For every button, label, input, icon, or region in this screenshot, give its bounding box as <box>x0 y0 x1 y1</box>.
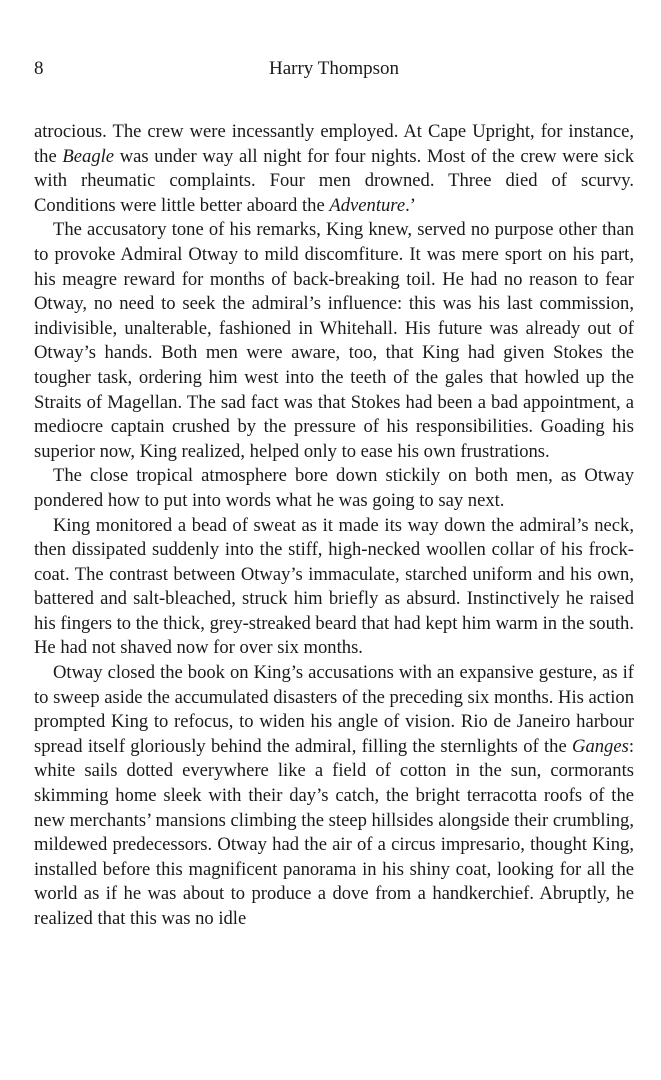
paragraph <box>34 120 634 218</box>
text-run: atrocious. The crew were incessantly employed. At Cape Upright, for instance, the <box>34 121 634 167</box>
paragraph <box>34 661 634 932</box>
italic-ship-name: Adventure <box>329 194 406 216</box>
text-run: The accusatory tone of his remarks, King knew, served no purpose other than to provoke Admiral Otway to mild discomfiture. It was mere sport on his part, his meagre reward for months of back-breaking toil. He had no reason to fear Otway, no need to seek the admiral’s influence: this was his last commission, indivisible, unalterable, fashioned in Whitehall. His future was already out of Otway’s hands. Both men were aware, too, that King had given Stokes the tougher task, ordering him west into the teeth of the gales that howled up the Straits of Magellan. The sad fact was that Stokes had been a bad appointment, a mediocre captain crushed by the pressure of his responsibilities. Goading his superior now, King realized, helped only to ease his own frustrations. <box>34 219 634 462</box>
text-run: : white sails dotted everywhere like a field of cotton in the sun, cormorants skimming home sleek with their day’s catch, the bright terracotta roofs of the new merchants’ mansions climbing the steep hillsides alongside their crumbling, mildewed predecessors. Otway had the air of a circus impresario, thought King, installed before this magnificent panorama in his shiny coat, looking for all the world as if he was about to produce a dove from a handkerchief. Abruptly, he realized that this was no idle <box>34 735 634 929</box>
page-number: 8 <box>34 58 44 79</box>
text-run: Otway closed the book on King’s accusations with an expansive gesture, as if to sweep aside the accumulated disasters of the preceding six months. His action prompted King to refocus, to widen his angle of vision. Rio de Janeiro harbour spread itself gloriously behind the admiral, filling the sternlights of the <box>34 662 634 757</box>
body-text <box>34 120 634 932</box>
text-run: was under way all night for four nights. Most of the crew were sick with rheumatic complaints. Four men drowned. Three died of scurvy. Conditions were little better aboard the <box>34 145 634 216</box>
running-header <box>34 58 634 84</box>
text-run: The close tropical atmosphere bore down stickily on both men, as Otway pondered how to put into words what he was going to say next. <box>34 465 634 511</box>
text-run: King monitored a bead of sweat as it made its way down the admiral’s neck, then dissipated suddenly into the stiff, high-necked woollen collar of his frock-coat. The contrast between Otway’s immaculate, starched uniform and his own, battered and salt-bleached, struck him briefly as absurd. Instinctively he raised his fingers to the thick, grey-streaked beard that had kept him warm in the south. He had not shaved now for over six months. <box>34 514 635 659</box>
paragraph <box>34 514 634 662</box>
paragraph <box>34 464 634 513</box>
book-page <box>34 0 634 1080</box>
paragraph <box>34 218 634 464</box>
text-run: .’ <box>405 194 416 216</box>
italic-ship-name: Ganges <box>572 735 629 757</box>
running-title: Harry Thompson <box>269 58 399 79</box>
italic-ship-name: Beagle <box>62 145 115 167</box>
